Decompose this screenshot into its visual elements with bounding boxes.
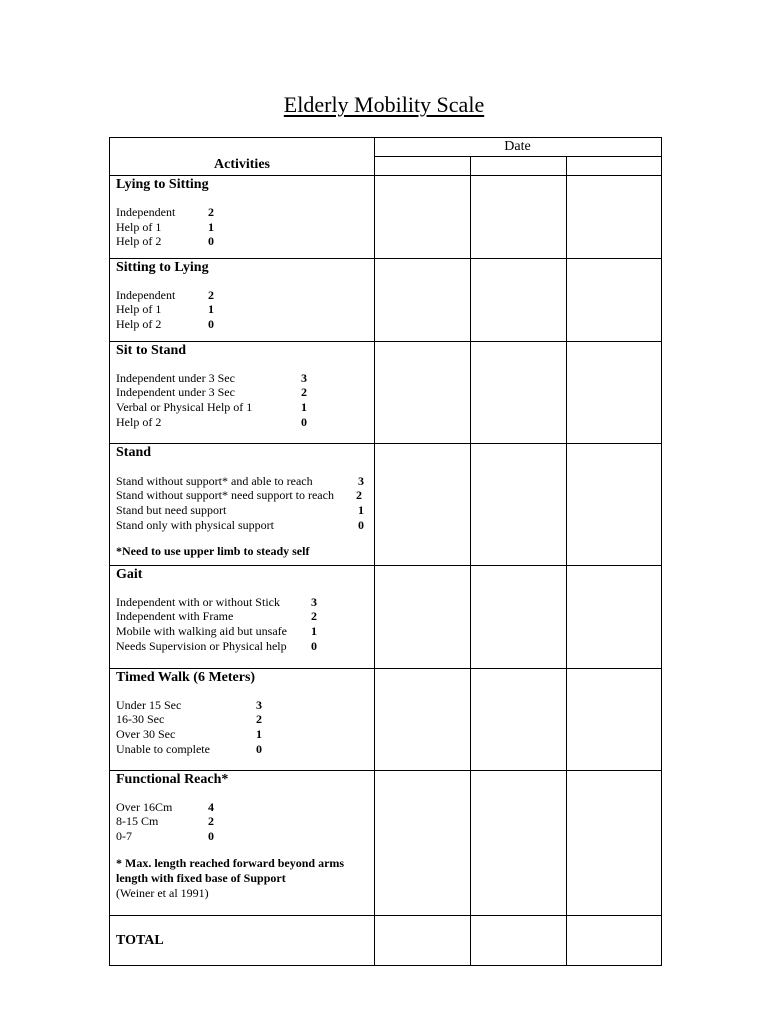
page-title: Elderly Mobility Scale bbox=[283, 92, 485, 117]
item-label: Stand without support* need support to reach bbox=[116, 488, 334, 502]
item-score: 0 bbox=[208, 829, 214, 843]
divider bbox=[470, 156, 471, 965]
item-score: 4 bbox=[208, 800, 214, 814]
item-label: 8-15 Cm bbox=[116, 814, 159, 828]
section-note: length with fixed base of Support bbox=[116, 871, 286, 885]
item-score: 0 bbox=[208, 234, 214, 248]
item-label: Independent under 3 Sec bbox=[116, 385, 235, 399]
divider bbox=[110, 770, 661, 771]
item-label: Independent bbox=[116, 205, 176, 219]
item-label: Stand only with physical support bbox=[116, 518, 274, 532]
total-label: TOTAL bbox=[116, 933, 164, 948]
item-label: Independent with or without Stick bbox=[116, 595, 280, 609]
item-score: 0 bbox=[301, 415, 307, 429]
item-label: Under 15 Sec bbox=[116, 698, 182, 712]
item-score: 3 bbox=[311, 595, 317, 609]
citation: (Weiner et al 1991) bbox=[116, 886, 209, 900]
item-score: 2 bbox=[208, 288, 214, 302]
item-label: Stand without support* and able to reach bbox=[116, 474, 313, 488]
item-score: 0 bbox=[311, 639, 317, 653]
item-label: Independent under 3 Sec bbox=[116, 371, 235, 385]
section-heading: Gait bbox=[116, 567, 143, 582]
section-heading: Timed Walk (6 Meters) bbox=[116, 670, 256, 685]
item-score: 1 bbox=[208, 220, 214, 234]
section-note: *Need to use upper limb to steady self bbox=[116, 544, 310, 558]
item-label: Independent bbox=[116, 288, 176, 302]
divider bbox=[110, 915, 661, 916]
item-label: 0-7 bbox=[116, 829, 132, 843]
item-score: 2 bbox=[256, 712, 262, 726]
item-label: Verbal or Physical Help of 1 bbox=[116, 400, 253, 414]
date-entry-cell[interactable] bbox=[567, 157, 661, 175]
item-label: Over 30 Sec bbox=[116, 727, 176, 741]
item-label: Mobile with walking aid but unsafe bbox=[116, 624, 287, 638]
section-heading: Sitting to Lying bbox=[116, 260, 209, 275]
item-label: Stand but need support bbox=[116, 503, 227, 517]
item-label: Unable to complete bbox=[116, 742, 210, 756]
item-label: Help of 2 bbox=[116, 317, 162, 331]
item-label: Help of 2 bbox=[116, 234, 162, 248]
divider bbox=[110, 175, 661, 176]
item-score: 1 bbox=[358, 503, 364, 517]
section-heading: Sit to Stand bbox=[116, 343, 187, 358]
item-label: Independent with Frame bbox=[116, 609, 234, 623]
item-label: Help of 1 bbox=[116, 220, 162, 234]
item-score: 0 bbox=[208, 317, 214, 331]
item-score: 1 bbox=[208, 302, 214, 316]
divider bbox=[110, 258, 661, 259]
item-label: Needs Supervision or Physical help bbox=[116, 639, 287, 653]
date-header: Date bbox=[504, 139, 531, 154]
item-score: 0 bbox=[358, 518, 364, 532]
item-label: Help of 1 bbox=[116, 302, 162, 316]
item-score: 1 bbox=[311, 624, 317, 638]
item-label: 16-30 Sec bbox=[116, 712, 165, 726]
item-score: 1 bbox=[301, 400, 307, 414]
item-label: Over 16Cm bbox=[116, 800, 173, 814]
section-note: * Max. length reached forward beyond arms bbox=[116, 856, 345, 870]
item-score: 3 bbox=[256, 698, 262, 712]
section-heading: Lying to Sitting bbox=[116, 177, 209, 192]
section-heading: Stand bbox=[116, 445, 152, 460]
item-score: 2 bbox=[311, 609, 317, 623]
item-score: 0 bbox=[256, 742, 262, 756]
divider bbox=[110, 565, 661, 566]
item-score: 1 bbox=[256, 727, 262, 741]
section-heading: Functional Reach* bbox=[116, 772, 229, 787]
date-entry-cell[interactable] bbox=[375, 157, 470, 175]
activities-header: Activities bbox=[214, 157, 270, 172]
item-score: 2 bbox=[356, 488, 362, 502]
assessment-form bbox=[109, 137, 662, 966]
item-score: 2 bbox=[208, 814, 214, 828]
divider bbox=[374, 138, 375, 965]
item-score: 3 bbox=[301, 371, 307, 385]
item-score: 2 bbox=[208, 205, 214, 219]
divider bbox=[566, 156, 567, 965]
divider bbox=[110, 341, 661, 342]
divider bbox=[110, 668, 661, 669]
item-score: 2 bbox=[301, 385, 307, 399]
date-entry-cell[interactable] bbox=[471, 157, 566, 175]
divider bbox=[110, 443, 661, 444]
item-label: Help of 2 bbox=[116, 415, 162, 429]
item-score: 3 bbox=[358, 474, 364, 488]
